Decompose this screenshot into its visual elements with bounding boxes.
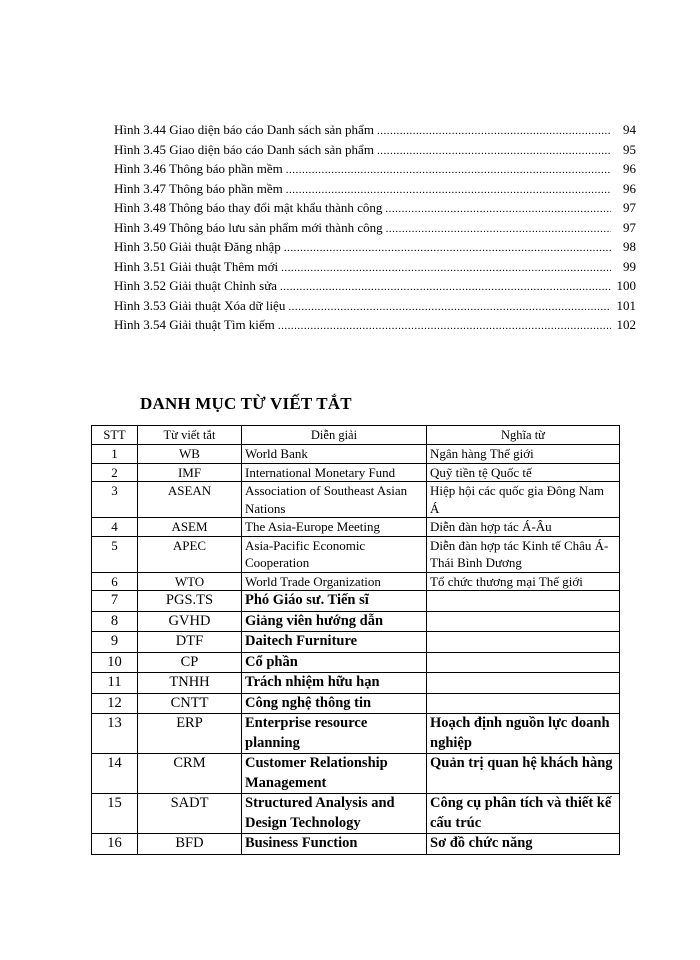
cell-description: Trách nhiệm hữu hạn [242, 673, 427, 694]
cell-description: World Bank [242, 445, 427, 464]
cell-stt: 8 [92, 611, 138, 632]
cell-abbreviation: BFD [138, 834, 242, 855]
toc-entry [114, 237, 636, 257]
toc-entry [114, 140, 636, 160]
cell-abbreviation: DTF [138, 632, 242, 653]
toc-entry-page: 97 [623, 219, 636, 235]
cell-description: Daitech Furniture [242, 632, 427, 653]
cell-abbreviation: CRM [138, 754, 242, 794]
toc-entry-page: 97 [623, 200, 636, 215]
toc-entry-page: 101 [616, 297, 636, 313]
cell-stt: 3 [92, 482, 138, 518]
toc-entry-title: Hình 3.45 Giao diện báo cáo Danh sách sản phẩm [114, 141, 374, 157]
cell-meaning [427, 693, 620, 714]
table-row [92, 611, 620, 632]
toc-entry [114, 179, 636, 199]
cell-meaning: Quỹ tiền tệ Quốc tế [427, 463, 620, 482]
cell-description: Công nghệ thông tin [242, 693, 427, 714]
toc-entry-page: 96 [623, 161, 636, 176]
toc-leader-dots [281, 259, 611, 279]
toc-entry-page: 98 [623, 239, 636, 254]
cell-abbreviation: APEC [138, 536, 242, 572]
table-row [92, 754, 620, 794]
toc-entry-title: Hình 3.46 Thông báo phần mềm [114, 161, 283, 176]
cell-meaning [427, 611, 620, 632]
cell-stt: 7 [92, 591, 138, 612]
cell-abbreviation: CP [138, 652, 242, 673]
cell-abbreviation: IMF [138, 463, 242, 482]
toc-entry [114, 276, 636, 296]
table-of-figures [114, 120, 636, 335]
toc-entry-title: Hình 3.44 Giao diện báo cáo Danh sách sản phẩm [114, 122, 374, 137]
table-row [92, 445, 620, 464]
toc-entry-page: 95 [623, 141, 636, 157]
abbreviations-table [91, 425, 620, 855]
cell-stt: 11 [92, 673, 138, 694]
cell-stt: 1 [92, 445, 138, 464]
cell-abbreviation: CNTT [138, 693, 242, 714]
table-row [92, 482, 620, 518]
table-row [92, 673, 620, 694]
cell-abbreviation: ASEM [138, 518, 242, 537]
cell-abbreviation: TNHH [138, 673, 242, 694]
toc-leader-dots [385, 200, 611, 220]
cell-meaning: Ngân hàng Thế giới [427, 445, 620, 464]
table-row [92, 536, 620, 572]
table-row [92, 632, 620, 653]
cell-meaning: Công cụ phân tích và thiết kế cấu trúc [427, 794, 620, 834]
cell-description: Asia-Pacific Economic Cooperation [242, 536, 427, 572]
toc-entry-title: Hình 3.48 Thông báo thay đổi mật khẩu thành công [114, 200, 383, 215]
cell-meaning [427, 652, 620, 673]
cell-meaning [427, 591, 620, 612]
cell-stt: 5 [92, 536, 138, 572]
toc-entry [114, 198, 636, 218]
cell-abbreviation: SADT [138, 794, 242, 834]
cell-stt: 14 [92, 754, 138, 794]
cell-meaning: Diễn đàn hợp tác Kinh tế Châu Á- Thái Bình Dương [427, 536, 620, 572]
cell-abbreviation: GVHD [138, 611, 242, 632]
cell-abbreviation: WB [138, 445, 242, 464]
table-row [92, 714, 620, 754]
toc-entry-title: Hình 3.54 Giải thuật Tìm kiếm [114, 317, 275, 332]
table-row [92, 834, 620, 855]
toc-leader-dots [280, 278, 611, 298]
toc-entry-title: Hình 3.51 Giải thuật Thêm mới [114, 258, 279, 274]
table-row [92, 463, 620, 482]
cell-abbreviation: ASEAN [138, 482, 242, 518]
toc-leader-dots [288, 298, 611, 318]
toc-entry-page: 96 [623, 180, 636, 196]
toc-entry-title: Hình 3.50 Giải thuật Đăng nhập [114, 239, 281, 254]
cell-abbreviation: ERP [138, 714, 242, 754]
toc-entry-title: Hình 3.47 Thông báo phần mềm [114, 180, 283, 196]
table-row [92, 572, 620, 591]
cell-meaning: Sơ đồ chức năng [427, 834, 620, 855]
cell-description: Phó Giáo sư. Tiến sĩ [242, 591, 427, 612]
table-row [92, 794, 620, 834]
table-row [92, 518, 620, 537]
cell-stt: 10 [92, 652, 138, 673]
cell-stt: 15 [92, 794, 138, 834]
cell-abbreviation: WTO [138, 572, 242, 591]
header-abbreviation: Từ viết tắt [138, 426, 242, 445]
toc-entry-page: 99 [623, 258, 636, 274]
cell-meaning: Tổ chức thương mại Thế giới [427, 572, 620, 591]
toc-leader-dots [286, 161, 611, 181]
table-row [92, 591, 620, 612]
cell-stt: 16 [92, 834, 138, 855]
toc-entry [114, 296, 636, 316]
header-stt: STT [92, 426, 138, 445]
toc-entry-page: 102 [616, 317, 636, 332]
cell-stt: 9 [92, 632, 138, 653]
cell-description: Association of Southeast Asian Nations [242, 482, 427, 518]
toc-entry [114, 159, 636, 179]
toc-leader-dots [377, 122, 611, 142]
cell-stt: 2 [92, 463, 138, 482]
cell-stt: 12 [92, 693, 138, 714]
cell-meaning: Hoạch định nguồn lực doanh nghiệp [427, 714, 620, 754]
cell-meaning: Hiệp hội các quốc gia Đông Nam Á [427, 482, 620, 518]
cell-description: Giảng viên hướng dẫn [242, 611, 427, 632]
toc-leader-dots [284, 239, 611, 259]
toc-entry-page: 100 [616, 278, 636, 293]
abbreviations-heading: DANH MỤC TỪ VIẾT TẮT [140, 394, 352, 413]
cell-meaning [427, 673, 620, 694]
cell-description: Structured Analysis and Design Technology [242, 794, 427, 834]
toc-entry [114, 315, 636, 335]
cell-meaning [427, 632, 620, 653]
table-row [92, 652, 620, 673]
toc-entry-page: 94 [623, 122, 636, 137]
cell-abbreviation: PGS.TS [138, 591, 242, 612]
cell-description: Customer Relationship Management [242, 754, 427, 794]
table-row [92, 693, 620, 714]
cell-meaning: Diễn đàn hợp tác Á-Âu [427, 518, 620, 537]
toc-leader-dots [278, 317, 611, 337]
cell-stt: 6 [92, 572, 138, 591]
toc-entry [114, 120, 636, 140]
cell-description: International Monetary Fund [242, 463, 427, 482]
toc-entry [114, 218, 636, 238]
cell-description: Enterprise resource planning [242, 714, 427, 754]
toc-leader-dots [377, 142, 611, 162]
cell-stt: 13 [92, 714, 138, 754]
table-header-row [92, 426, 620, 445]
cell-description: Cổ phần [242, 652, 427, 673]
header-meaning: Nghĩa từ [427, 426, 620, 445]
cell-description: World Trade Organization [242, 572, 427, 591]
cell-stt: 4 [92, 518, 138, 537]
toc-leader-dots [386, 220, 611, 240]
cell-description: The Asia-Europe Meeting [242, 518, 427, 537]
cell-description: Business Function [242, 834, 427, 855]
toc-entry-title: Hình 3.49 Thông báo lưu sản phẩm mới thành công [114, 219, 383, 235]
header-description: Diễn giải [242, 426, 427, 445]
toc-entry [114, 257, 636, 277]
toc-entry-title: Hình 3.53 Giải thuật Xóa dữ liệu [114, 297, 286, 313]
toc-entry-title: Hình 3.52 Giải thuật Chỉnh sửa [114, 278, 278, 293]
cell-meaning: Quản trị quan hệ khách hàng [427, 754, 620, 794]
